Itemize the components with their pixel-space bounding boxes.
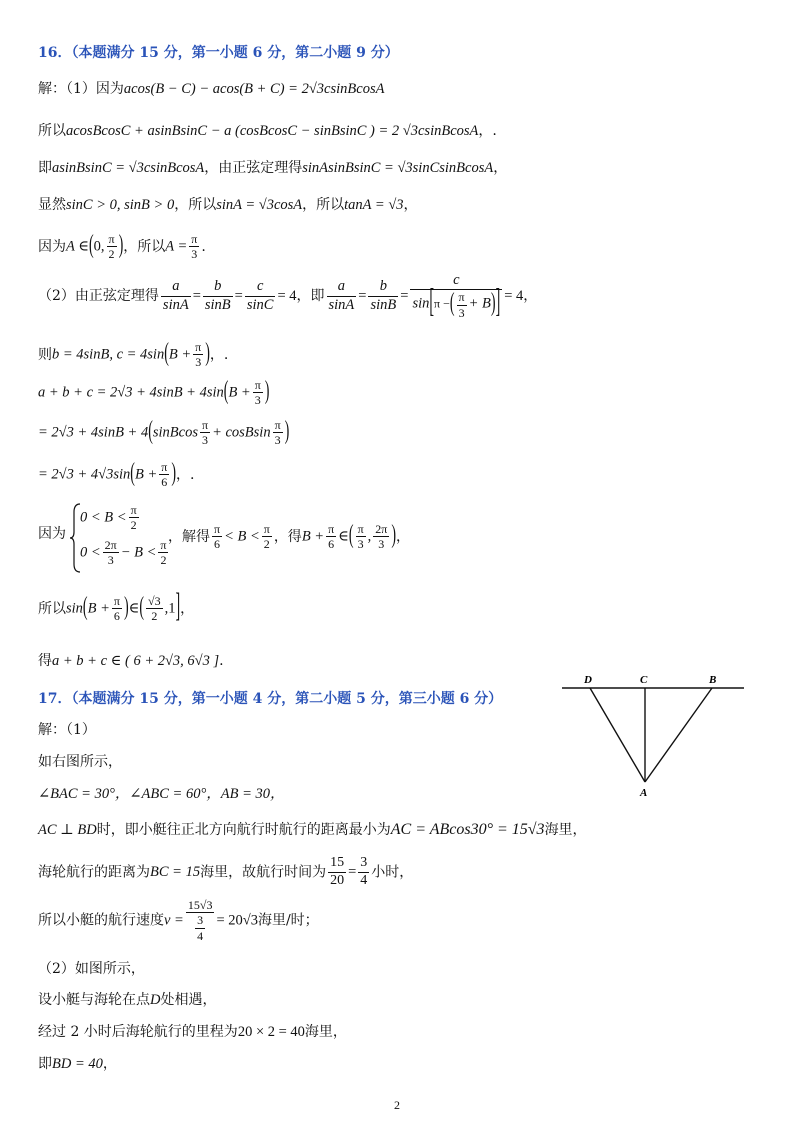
formula: B + xyxy=(301,528,325,545)
denominator: 3 xyxy=(458,305,465,320)
q16-line7 xyxy=(38,340,228,370)
denominator: 20 xyxy=(330,872,345,888)
fraction xyxy=(129,503,139,533)
text: ，得 xyxy=(273,528,302,545)
fraction xyxy=(356,522,366,552)
label-D: D xyxy=(584,674,592,686)
numerator: 3 xyxy=(197,913,204,928)
denominator: 3 xyxy=(357,537,364,552)
formula: < B < xyxy=(224,528,260,545)
numerator: π xyxy=(130,503,137,517)
q16-line1 xyxy=(38,82,384,97)
paren: ( xyxy=(223,377,229,407)
numerator: a xyxy=(327,278,357,296)
text: 小时， xyxy=(371,864,414,881)
fraction xyxy=(103,538,119,568)
label-C: C xyxy=(640,674,648,686)
formula: AC ⊥ BD xyxy=(38,822,97,838)
fraction xyxy=(186,898,215,943)
text: sin xyxy=(412,296,430,313)
numerator: c xyxy=(245,278,276,296)
numerator: π xyxy=(191,232,198,246)
text: ， xyxy=(395,528,410,545)
paren: ) xyxy=(284,417,290,447)
formula: b = 4sinB, c = 4sin xyxy=(52,346,165,363)
fraction xyxy=(253,378,263,408)
q16-line10 xyxy=(38,460,194,490)
denominator: 3 xyxy=(107,553,114,568)
q17-line3 xyxy=(38,787,285,802)
text: 所以 xyxy=(38,600,66,617)
formula: ∠BAC = 30°，∠ABC = 60°，AB = 30， xyxy=(38,786,285,802)
fraction xyxy=(189,232,199,262)
text: 因为 xyxy=(38,238,66,255)
denominator: 3 xyxy=(191,247,198,262)
fraction xyxy=(373,522,389,552)
numerator: π xyxy=(274,418,281,432)
fraction xyxy=(112,594,122,624)
numerator: π xyxy=(357,522,364,536)
bracket: ] xyxy=(175,589,181,626)
numerator: c xyxy=(410,272,502,290)
numerator: b xyxy=(368,278,398,296)
q16-line3 xyxy=(38,161,507,176)
paren: ( xyxy=(130,459,135,489)
text: ， xyxy=(493,160,508,176)
denominator: sinA xyxy=(328,296,355,313)
text: ，. xyxy=(209,346,229,363)
paren: ( xyxy=(164,339,169,369)
paren: ( xyxy=(88,231,94,261)
segment-BA xyxy=(645,688,712,782)
text: 海里/时； xyxy=(257,912,319,929)
formula: 0 < B < xyxy=(80,509,127,526)
numerator: 2π xyxy=(375,522,388,536)
text: （2）由正弦定理得 xyxy=(38,288,159,305)
text: ，. xyxy=(478,123,497,139)
formula: 0 < xyxy=(80,544,101,561)
q16-line5: 因为A ∈(0, $\frac{\pi}{2}$ )，所以A = $\frac{\pi}{3}$ . xyxy=(38,231,206,262)
numerator: π xyxy=(263,522,270,536)
denominator: sinB xyxy=(204,296,231,313)
q17-line6 xyxy=(38,898,319,943)
denominator: 2 xyxy=(151,609,158,624)
q17-line5: 海轮航行的距离为BC = 15海里，故航行时间为 $\frac{15}{20}$ = $\frac{3}{4}$ 小时， xyxy=(38,855,414,888)
text: ，由正弦定理得 xyxy=(204,160,303,176)
formula: asinBsinC = √3csinBcosA xyxy=(52,160,205,176)
q16-line13 xyxy=(38,654,224,669)
text: 时，即小艇往正北方向航行时航行的距离最小为 xyxy=(96,822,391,838)
formula: a + b + c ∈ ( 6 + 2√3, 6√3 ] xyxy=(52,653,220,669)
paren: ) xyxy=(171,459,176,489)
denominator xyxy=(410,285,502,322)
numerator: π xyxy=(195,340,202,354)
fraction xyxy=(368,278,398,314)
formula: − B < xyxy=(120,544,157,561)
fraction xyxy=(107,232,117,262)
text: . xyxy=(219,653,224,669)
triangle-diagram xyxy=(560,670,750,800)
text: ，所以 xyxy=(174,197,217,213)
denominator: 2 xyxy=(160,553,167,568)
text: + cosBsin xyxy=(212,424,271,441)
text: 处相遇， xyxy=(160,992,217,1008)
text: 海里， xyxy=(544,822,587,838)
denominator: 6 xyxy=(161,475,168,490)
fraction xyxy=(245,278,276,314)
denominator: 6 xyxy=(328,537,335,552)
text: B + xyxy=(168,346,192,363)
denominator: 3 xyxy=(274,433,281,448)
q16-line6: （2）由正弦定理得 $\frac{a}{\sin A}$ = $\frac{b}{\sin B}$ = $\frac{c}{\sin C}$ = 4，即 $\frac{a}{\sin A}$ = $\frac{b}{\sin B}$ = c sin[π −( $\frac{\pi}{3}$ + B)] = 4， xyxy=(38,272,537,320)
text: 即 xyxy=(38,160,52,176)
text: ，所以 xyxy=(302,197,345,213)
formula: ∈ xyxy=(128,600,140,617)
fraction xyxy=(193,340,203,370)
numerator: a xyxy=(161,278,191,296)
q17-line10 xyxy=(38,1057,117,1072)
text: 海里，故航行时间为 xyxy=(200,864,327,881)
system-row-2 xyxy=(80,538,170,568)
text: ， xyxy=(403,197,418,213)
denominator: 2 xyxy=(108,247,115,262)
text: ， xyxy=(180,600,195,617)
formula: v = xyxy=(164,912,184,929)
text: 海里， xyxy=(304,1024,347,1040)
numerator: π xyxy=(328,522,335,536)
q16-line8 xyxy=(38,378,269,408)
denominator: sinA xyxy=(162,296,189,313)
numerator: 15 xyxy=(328,855,346,873)
formula: sinC > 0, sinB > 0 xyxy=(66,197,175,213)
paren: ( xyxy=(139,593,145,623)
q17-line9 xyxy=(38,1025,347,1040)
formula: BC = 15 xyxy=(150,864,201,881)
text: 得 xyxy=(38,653,52,669)
q17-header: 17．（本题满分 15 分，第一小题 4 分，第二小题 5 分，第三小题 6 分） xyxy=(38,691,503,707)
text: ，即 xyxy=(296,288,325,305)
denominator: 3 xyxy=(378,537,385,552)
text: π − xyxy=(434,297,450,312)
q17-line4 xyxy=(38,822,587,838)
label-A: A xyxy=(640,787,648,799)
q17-line7: （2）如图所示， xyxy=(38,961,145,977)
fraction xyxy=(159,460,169,490)
numerator: b xyxy=(203,278,233,296)
fraction xyxy=(358,855,369,890)
formula: = 2√3 + 4sinB + 4 xyxy=(38,424,149,441)
text: + B xyxy=(468,296,491,313)
text: B + xyxy=(228,384,251,401)
fraction xyxy=(457,290,467,320)
q17-line1: 解：（1） xyxy=(38,722,96,738)
denominator: sinB xyxy=(370,296,397,313)
numerator: π xyxy=(214,522,221,536)
denominator: 2 xyxy=(130,518,137,533)
fraction xyxy=(161,278,191,314)
denominator: sinC xyxy=(246,296,274,313)
text: 显然 xyxy=(38,197,66,213)
bracket: [ xyxy=(429,285,435,322)
denominator: 3 xyxy=(195,355,202,370)
numerator: π xyxy=(160,538,167,552)
text: 海轮航行的距离为 xyxy=(38,864,150,881)
q17-line8 xyxy=(38,993,216,1008)
text: 设小艇与海轮在点 xyxy=(38,992,150,1008)
paren: ) xyxy=(205,339,210,369)
formula: 0, xyxy=(93,238,105,255)
fraction xyxy=(195,913,205,943)
fraction xyxy=(146,594,163,624)
q17-line2: 如右图所示， xyxy=(38,754,122,770)
denominator: 6 xyxy=(214,537,221,552)
q16-line2 xyxy=(38,124,497,139)
text: 经过 2 小时后海轮航行的里程为 xyxy=(38,1024,238,1040)
q16-line11-prefix xyxy=(38,527,66,541)
system-row-1 xyxy=(80,503,141,533)
segment-DA xyxy=(590,688,645,782)
denominator: 2 xyxy=(263,537,270,552)
text: 即 xyxy=(38,1056,52,1072)
text: 因为 xyxy=(38,526,66,542)
fraction xyxy=(200,418,210,448)
text: ，所以 xyxy=(123,238,166,255)
q16-header: 16．（本题满分 15 分，第一小题 6 分，第二小题 9 分） xyxy=(38,45,399,61)
numerator: √3 xyxy=(148,594,161,608)
text: 所以 xyxy=(38,123,66,139)
q16-line12 xyxy=(38,589,195,626)
label-B: B xyxy=(709,674,717,686)
paren: ) xyxy=(490,289,496,318)
paren: ) xyxy=(123,593,129,623)
bracket: ] xyxy=(495,285,501,322)
formula: = 20√3 xyxy=(216,912,258,929)
formula: tanA = √3 xyxy=(344,197,404,213)
fraction xyxy=(203,278,233,314)
denominator: 3 xyxy=(202,433,209,448)
text: B + xyxy=(134,466,158,483)
formula: A ∈ xyxy=(66,238,89,255)
text: sinBcos xyxy=(152,424,198,441)
formula: = 4 xyxy=(277,287,297,304)
fraction xyxy=(327,278,357,314)
formula: acosBcosC + asinBsinC − a (cosBcosC − sinBsinC ) = 2 √3csinBcosA xyxy=(66,123,479,139)
numerator: π xyxy=(202,418,209,432)
paren: ) xyxy=(391,521,396,551)
formula: sinAsinBsinC = √3sinCsinBcosA xyxy=(302,160,494,176)
paren: ( xyxy=(348,521,354,551)
fraction xyxy=(410,272,502,320)
text: ， xyxy=(102,1056,117,1072)
page-number: 2 xyxy=(394,1098,400,1112)
formula: BD = 40 xyxy=(52,1056,103,1072)
formula: D xyxy=(150,992,161,1008)
q16-line9 xyxy=(38,418,289,448)
formula: a + b + c = 2√3 + 4sinB + 4sin xyxy=(38,384,224,401)
denominator: 4 xyxy=(360,872,368,888)
numerator: 3 xyxy=(358,855,369,873)
fraction xyxy=(262,522,272,552)
formula: acos(B − C) − acos(B + C) = 2√3csinBcosA xyxy=(123,81,385,97)
paren: ) xyxy=(264,377,270,407)
numerator: 2π xyxy=(104,538,117,552)
formula: 20 × 2 = 40 xyxy=(237,1024,305,1040)
text: ，解得 xyxy=(168,528,210,545)
formula: AC = ABcos30° = 15√3 xyxy=(390,821,545,838)
numerator: π xyxy=(113,594,120,608)
paren: ( xyxy=(449,289,455,318)
formula: sin xyxy=(66,600,83,617)
fraction xyxy=(328,855,346,890)
text: ，. xyxy=(175,466,195,483)
fraction xyxy=(273,418,283,448)
formula: = 2√3 + 4√3sin xyxy=(38,466,131,483)
denominator xyxy=(186,913,215,943)
text: B + xyxy=(87,600,110,617)
numerator: π xyxy=(161,460,168,474)
numerator: 15√3 xyxy=(187,898,213,912)
fraction xyxy=(326,522,336,552)
fraction xyxy=(212,522,222,552)
formula: ∈ xyxy=(338,528,349,545)
text: 解：（1）因为 xyxy=(38,81,124,97)
denominator: 6 xyxy=(113,609,120,624)
text: 所以小艇的航行速度 xyxy=(38,912,164,929)
formula: , xyxy=(367,528,372,545)
paren: ( xyxy=(82,593,88,623)
formula: sinA = √3cosA xyxy=(216,197,303,213)
denominator: 3 xyxy=(254,393,261,408)
numerator: π xyxy=(254,378,261,392)
paren: ) xyxy=(118,231,124,261)
q16-line4 xyxy=(38,198,418,213)
q16-line11-rest xyxy=(168,522,410,552)
denominator: 4 xyxy=(197,928,204,943)
paren: ( xyxy=(148,417,153,447)
formula: A = xyxy=(165,238,188,255)
numerator: π xyxy=(458,290,465,305)
text: 则 xyxy=(38,346,52,363)
numerator: π xyxy=(108,232,115,246)
fraction xyxy=(158,538,168,568)
formula: = 4 xyxy=(504,287,524,304)
formula: ,1 xyxy=(164,600,176,617)
